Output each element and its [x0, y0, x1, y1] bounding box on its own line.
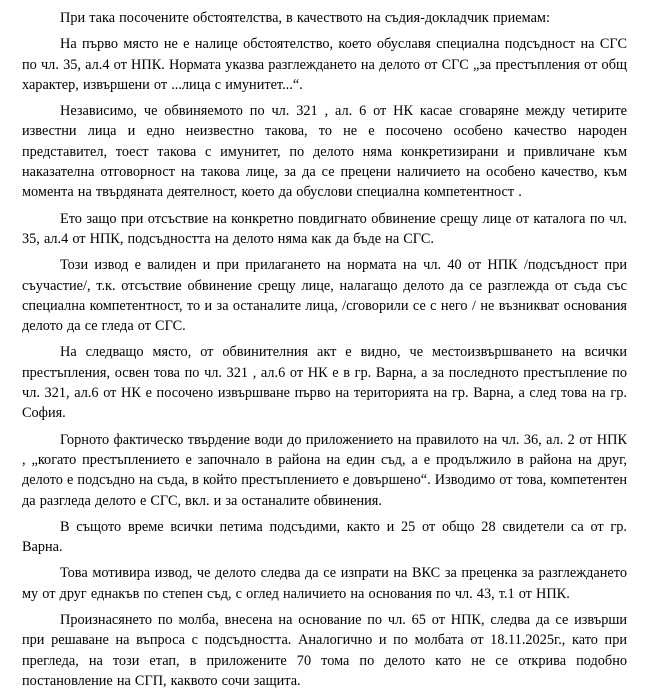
paragraph: На първо място не е налице обстоятелство, което обуславя специална подсъдност на СГС по чл. 35, ал.4 от НПК. Нормата указва разглеждането на делото от СГС „за престъпления от общ характер, извършени от ...лица с имунитет...“.	[22, 36, 627, 93]
paragraph: Произнасянето по молба, внесена на основание по чл. 65 от НПК, следва да се извърши при решаване на въпроса с подсъдността. Аналогично и по молбата от 18.11.2025г., като при прегледа, на този етап, в приложените 70 тома по делото като не се открива подобно постановление на СГП, каквото сочи защита.	[22, 612, 627, 689]
paragraph: Горното фактическо твърдение води до приложението на правилото на чл. 36, ал. 2 от НПК , „когато престъплението е започнало в района на един съд, а е продължило в района на друг, делото е подсъдно на съда, в който престъплението е довършено“. Изводимо от това, компетентен да разгледа делото е СГС, вкл. и за останалите обвинения.	[22, 431, 627, 509]
paragraph: В същото време всички петима подсъдими, както и 25 от общо 28 свидетели са от гр. Варна.	[22, 518, 627, 556]
paragraph: Това мотивира извод, че делото следва да се изпрати на ВКС за преценка за разглеждането му от друг еднакъв по степен съд, с оглед наличието на основания по чл. 43, т.1 от НПК.	[22, 565, 627, 602]
paragraph: Този извод е валиден и при прилагането на нормата на чл. 40 от НПК /подсъдност при съучастие/, т.к. отсъствие обвинение срещу лице, налагащо делото да се разглежда от съда със специална компетентност, то и за останалите лица, /сговорили се с него / не възникват основания делото да се гледа от СГС.	[22, 257, 627, 335]
paragraph: Независимо, че обвиняемото по чл. 321 , ал. 6 от НК касае сговаряне между четирите известни лица и едно неизвестно такова, то не е посочено особено качество народен представител, тоест такова с имунитет, по делото няма конкретизирани и привличане към наказателна отговорност на такова лице, за да се прецени наличието на особено качество, към момента на твърдяната деятелност, което да обуслови специална компетентност .	[22, 103, 627, 201]
paragraph: При така посочените обстоятелства, в качеството на съдия-докладчик приемам:	[60, 10, 550, 26]
paragraph: На следващо място, от обвинителния акт е видно, че местоизвършването на всички престъпления, освен това по чл. 321 , ал.6 от НК е в гр. Варна, а за последното престъпление по чл. 321, ал.6 от НК е посочено извършване първо на територията на гр. Варна, а след това на гр. София.	[22, 344, 627, 422]
paragraph: Ето защо при отсъствие на конкретно повдигнато обвинение срещу лице от каталога по чл. 35, ал.4 от НПК, подсъдността на делото няма как да бъде на СГС.	[22, 210, 627, 247]
